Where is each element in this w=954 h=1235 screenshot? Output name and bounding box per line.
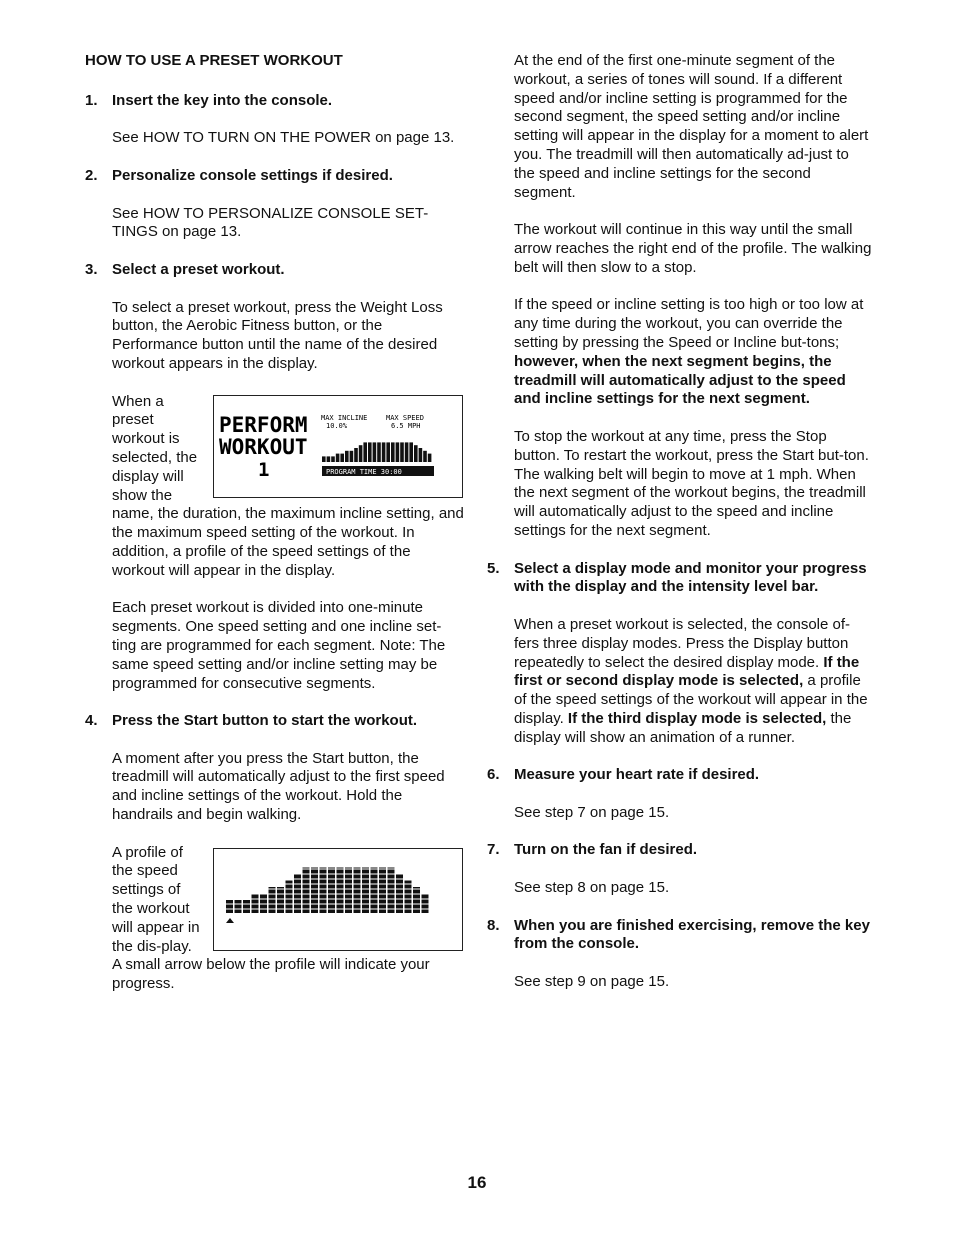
profile-bar [286,880,293,913]
profile-bar [373,442,377,462]
left-column [85,52,465,994]
profile-bar [322,456,326,462]
step-text: Each preset workout is divided into one-minute segments. One speed setting and one incline set-ting are programmed for each segment. Note: The same speed setting and/or incline setting may be programmed for consecutive segments. [112,599,446,692]
step-text: See HOW TO TURN ON THE POWER on page 13. [112,129,455,147]
text-run-bold: If the third display mode is selected, [567,709,827,727]
step-heading: When you are finished exercising, remove the key from the console. [514,916,870,953]
step-3 [85,261,465,693]
paragraph [514,296,872,409]
profile-bar [409,442,413,462]
profile-bar [336,453,340,461]
profile-bar [396,442,400,462]
profile-bar [359,445,363,462]
profile-bar [243,900,250,913]
step-text: See HOW TO PERSONALIZE CONSOLE SET-TINGS on page 13. [112,204,429,241]
step-heading: Press the Start button to start the workout. [112,712,418,730]
profile-bar [419,448,423,462]
max-incline-value: 10.0% [326,421,348,430]
profile-bar [382,442,386,462]
speed-profile-mini [322,442,431,462]
step-number: 3. [85,260,98,278]
step-2 [85,167,465,242]
step-8 [487,917,872,992]
right-column [487,52,872,1011]
step-number: 2. [85,166,98,184]
text-run: the display will show an animation of a runner. [514,709,852,746]
profile-bar [252,893,259,913]
max-incline-label: MAX INCLINE [321,413,368,422]
speed-profile [226,864,430,913]
profile-bar [400,442,404,462]
profile-bar [327,456,331,462]
text-run-bold: however, when the next segment begins, the treadmill will automatically adjust to the speed and incline settings for the next segment. [514,352,846,408]
console-display-speed-profile [213,848,463,951]
profile-graphic [214,849,461,949]
step-7 [487,841,872,897]
display-workout-name-line2: WORKOUT [219,434,308,459]
step-text: When a preset workout is selected, the display will show the name, the duration, the maximum incline setting, and the maximum speed setting of the workout. In addition, a profile of the speed settings of the workout will appear in the display. [112,392,464,579]
profile-bar [428,453,432,461]
profile-bar [422,893,429,913]
profile-bar [423,450,427,461]
section-title: HOW TO USE A PRESET WORKOUT [85,52,343,69]
step-5 [487,560,872,748]
step-number: 5. [487,559,500,577]
paragraph: The workout will continue in this way until the small arrow reaches the right end of the profile. The walking belt will then slow to a stop. [514,221,872,276]
profile-bar [386,442,390,462]
step-heading: Select a preset workout. [112,260,285,278]
step-text: See step 9 on page 15. [514,973,670,991]
console-display-workout-info [213,395,463,498]
profile-bar [414,445,418,462]
step-text: See step 8 on page 15. [514,879,670,897]
max-speed-label: MAX SPEED [386,413,424,422]
profile-bar [363,442,367,462]
step-number: 8. [487,916,500,934]
paragraph: At the end of the first one-minute segment of the workout, a series of tones will sound. If a different speed and/or incline setting is programmed for the second segment, the speed setting and/or incline setting will appear in the display for a moment to alert you. The treadmill will then automatically ad-just to the speed and incline settings for the second segment. [514,52,869,201]
profile-bar [235,900,242,913]
profile-bar [354,448,358,462]
step-6 [487,766,872,822]
profile-bar [340,453,344,461]
step-4 [85,712,465,994]
step-number: 7. [487,841,500,859]
text-run: If the speed or incline setting is too high or too low at any time during the workout, you can override the setting by pressing the Speed or Incline but-tons; [514,296,864,351]
profile-bar [331,456,335,462]
text-run: When a preset workout is selected, the console of-fers three display modes. Press the Display button repeatedly to select the desired display mode. [514,615,851,671]
step-number: 1. [85,91,98,109]
max-speed-value: 6.5 MPH [391,421,421,430]
step-heading: Measure your heart rate if desired. [514,766,760,784]
profile-bar [368,442,372,462]
page-number: 16 [467,1173,487,1192]
profile-bar [350,450,354,461]
display-graphic [214,396,461,496]
progress-arrow-icon [226,918,234,923]
paragraph: To stop the workout at any time, press the Stop button. To restart the workout, press the Start but-ton. The walking belt will begin to move at 1 mph. When the next segment of the workout begins, the treadmill will automatically adjust to the speed and incline settings for the next segment. [514,427,869,539]
profile-bar [377,442,381,462]
step-1 [85,92,465,148]
profile-bar [260,893,267,913]
step-text: A moment after you press the Start button, the treadmill will automatically adjust to the first speed and incline settings of the workout. Hold the handrails and begin walking. [112,749,445,824]
step-text: A profile of the speed settings of the workout will appear in the dis-play. A small arrow below the profile will indicate your progress. [112,843,430,993]
step-text [514,616,872,748]
display-workout-name-line1: PERFORM [219,412,308,437]
step-heading: Personalize console settings if desired. [112,166,393,184]
text-run-bold: If the first or second display mode is selected, [514,653,860,690]
profile-bar [391,442,395,462]
display-workout-number: 1 [258,458,270,481]
profile-bar [405,442,409,462]
program-time-text: PROGRAM TIME 30:00 [326,467,402,476]
step-text: To select a preset workout, press the Weight Loss button, the Aerobic Fitness button, or the Performance button until the name of the desired workout appears in the display. [112,298,443,372]
step-heading: Turn on the fan if desired. [514,841,698,859]
text-run: a profile of the speed settings of the workout will appear in the display. [514,672,868,727]
step-heading: Select a display mode and monitor your progress with the display and the intensity level bar. [514,559,867,596]
profile-bar [405,880,412,913]
step-heading: Insert the key into the console. [112,91,333,109]
profile-bar [345,450,349,461]
step-number: 6. [487,766,500,784]
step-number: 4. [85,712,98,730]
profile-bar [226,900,233,913]
step-text: See step 7 on page 15. [514,803,670,821]
